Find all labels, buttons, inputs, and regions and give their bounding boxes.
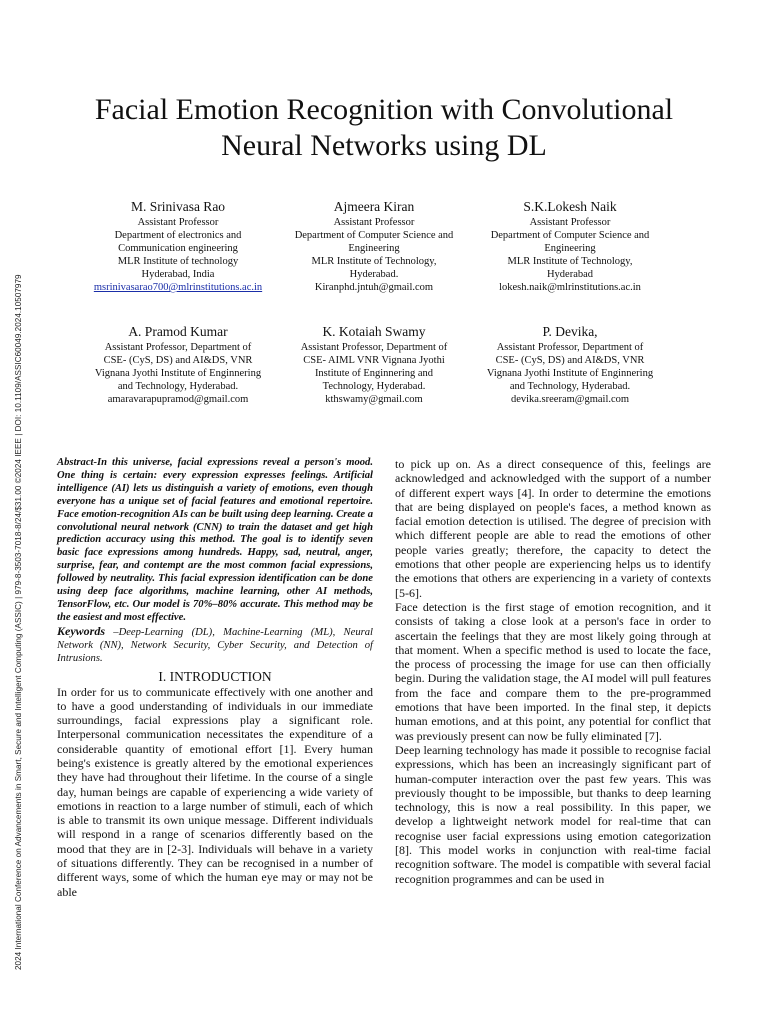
author-affiliation-line: Department of Computer Science and <box>490 230 650 241</box>
body-paragraph: to pick up on. As a direct consequence of this, feelings are acknowledged and acknowledged with the support of a number of different expert ways [4]. In order to determine the emotions that are being displayed on people's faces, a method known as facial emotion detection is utilised. The degree of precision with which different people are able to read the emotions of other people varies greatly; therefore, the capacity to detect the emotions that other people are experiencing helps us to identify the emotions that others are experiencing in a variety of contexts [5-6]. <box>395 457 711 600</box>
author-affiliation-line: Technology, Hyderabad. <box>322 381 426 392</box>
author-affiliation-line: and Technology, Hyderabad. <box>117 381 239 392</box>
authors-row-2 <box>80 323 690 406</box>
author-email: Kiranphd.jntuh@gmail.com <box>314 282 434 293</box>
author-email: lokesh.naik@mlrinstitutions.ac.in <box>499 282 641 293</box>
author-affiliation-line: Hyderabad <box>546 269 594 280</box>
author-name: P. Devika, <box>542 324 598 339</box>
author-email-link[interactable]: msrinivasarao700@mlrinstitutions.ac.in <box>93 282 263 293</box>
author-email: amaravarapupramod@gmail.com <box>107 394 249 405</box>
author-affiliation-line: and Technology, Hyderabad. <box>509 381 631 392</box>
author-affiliation-line: MLR Institute of technology <box>117 256 239 267</box>
body-paragraph: Deep learning technology has made it possible to recognise facial expressions, which has been an increasingly significant part of human-computer interaction over the past few years. This was previously thought to be impossible, but thanks to deep learning technology, this is now a real possibility. In this paper, we develop a lightweight network model for real-time that can recognise user facial expressions using emotion categorization [8]. This model works in conjunction with real-time facial recognition software. The model is compatible with several facial recognition programmes and can be used in <box>395 742 711 886</box>
section-heading-introduction: I. INTRODUCTION <box>158 668 272 684</box>
author-block <box>80 198 276 294</box>
author-name: A. Pramod Kumar <box>128 324 228 339</box>
author-affiliation-line: Engineering <box>348 243 400 254</box>
author-block <box>472 323 668 406</box>
author-affiliation-line: Communication engineering <box>118 243 238 254</box>
authors-row-1 <box>80 198 690 294</box>
author-affiliation-line: Department of Computer Science and <box>294 230 454 241</box>
author-affiliation-line: Hyderabad. <box>349 269 399 280</box>
author-name: M. Srinivasa Rao <box>130 199 226 214</box>
author-affiliation-line: Hyderabad, India <box>141 269 215 280</box>
author-title: Assistant Professor <box>137 217 219 228</box>
author-title: Assistant Professor <box>333 217 415 228</box>
author-block <box>276 323 472 406</box>
author-name: K. Kotaiah Swamy <box>322 324 426 339</box>
author-affiliation-line: MLR Institute of Technology, <box>311 256 437 267</box>
author-affiliation-line: CSE- (CyS, DS) and AI&DS, VNR <box>495 355 645 366</box>
intro-paragraph: In order for us to communicate effectively with one another and to have a good understanding of individuals in our immediate surroundings, facial expressions play a significant role. Interpersonal communication necessitates the expenditure of a considerable quantity of emotional effort [1]. Every human being's existence is greatly altered by the emotional experiences they have had throughout their lifetime. In the course of a single day, human beings are capable of experiencing a wide variety of emotions in reaction to a large number of stimuli, each of which is able to transmit its own unique message. Different individuals will respond in a range of scenarios differently based on the mood that they are in [2-3]. Individuals will behave in a variety of situations differently. They can be recognised in a number of different ways, some of which the human eye may or may not be able <box>57 684 373 899</box>
author-affiliation-line: CSE- AIML VNR Vignana Jyothi <box>303 355 445 366</box>
author-affiliation-line: Department of electronics and <box>114 230 242 241</box>
author-name: Ajmeera Kiran <box>333 199 415 214</box>
left-column <box>57 457 373 899</box>
author-name: S.K.Lokesh Naik <box>523 199 617 214</box>
author-affiliation-line: MLR Institute of Technology, <box>507 256 633 267</box>
author-affiliation-line: Vignana Jyothi Institute of Enginnering <box>486 368 654 379</box>
author-email: devika.sreeram@gmail.com <box>510 394 630 405</box>
author-title: Assistant Professor <box>529 217 611 228</box>
author-affiliation-line: CSE- (CyS, DS) and AI&DS, VNR <box>103 355 253 366</box>
doi-banner-text: 2024 International Conference on Advancements in Smart, Secure and Intelligent Computing (ASSIC) | 979-8-3503-7018-8/24/$31.00 ©2024 IEEE | DOI: 10.1109/ASSIC60049.2024.10507979 <box>14 274 23 970</box>
author-affiliation-line: Engineering <box>544 243 596 254</box>
right-column <box>395 457 711 886</box>
abstract: Abstract-In this universe, facial expressions reveal a person's mood. One thing is certain: every expression expresses feelings. Artificial intelligence (AI) lets us distinguish a variety of emotions, even though everyone has a unique set of facial features and emotional repertoire. Face emotion-recognition AIs can be built using deep learning. Create a convolutional neural network (CNN) to train the dataset and get high prediction accuracy using this method. The goal is to identify seven basic face expressions among hundreds. Happy, sad, neutral, anger, surprise, fear, and contempt are the most common facial expressions, followed by neutrality. This facial expression identification can be done using deep face algorithms, machine learning, other AI methods, TensorFlow, etc. Our model is 70%–80% accurate. This method may be the easiest and most effective. <box>57 457 373 623</box>
author-block <box>472 198 668 294</box>
side-banner <box>14 150 28 970</box>
keywords-text: –Deep-Learning (DL), Machine-Learning (ML), Neural Network (NN), Network Security, Cyber Security, and Detection of Intrusions. <box>57 626 373 664</box>
author-email: kthswamy@gmail.com <box>325 394 423 405</box>
author-affiliation-line: Assistant Professor, Department of <box>104 342 252 353</box>
paper-title: Facial Emotion Recognition with Convolutional Neural Networks using DL <box>94 93 674 162</box>
author-block <box>80 323 276 406</box>
author-affiliation-line: Assistant Professor, Department of <box>496 342 644 353</box>
author-block <box>276 198 472 294</box>
author-affiliation-line: Assistant Professor, Department of <box>300 342 448 353</box>
body-paragraph: Face detection is the first stage of emotion recognition, and it consists of taking a close look at a person's face in order to ascertain the feelings that they are most likely going through at that moment. When a specific method is used to locate the face, the process of processing the image for use can then officially begin. During the validation stage, the AI model will pull features from the face and compare them to the pre-programmed emotions that have been imported. In the final step, it depicts human emotions, and at this point, any potential for conflict that was previously present can now be fully eliminated [7]. <box>395 599 711 743</box>
author-affiliation-line: Vignana Jyothi Institute of Enginnering <box>94 368 262 379</box>
keywords <box>57 625 373 666</box>
author-affiliation-line: Institute of Enginnering and <box>314 368 434 379</box>
keywords-label: Keywords <box>57 623 105 638</box>
